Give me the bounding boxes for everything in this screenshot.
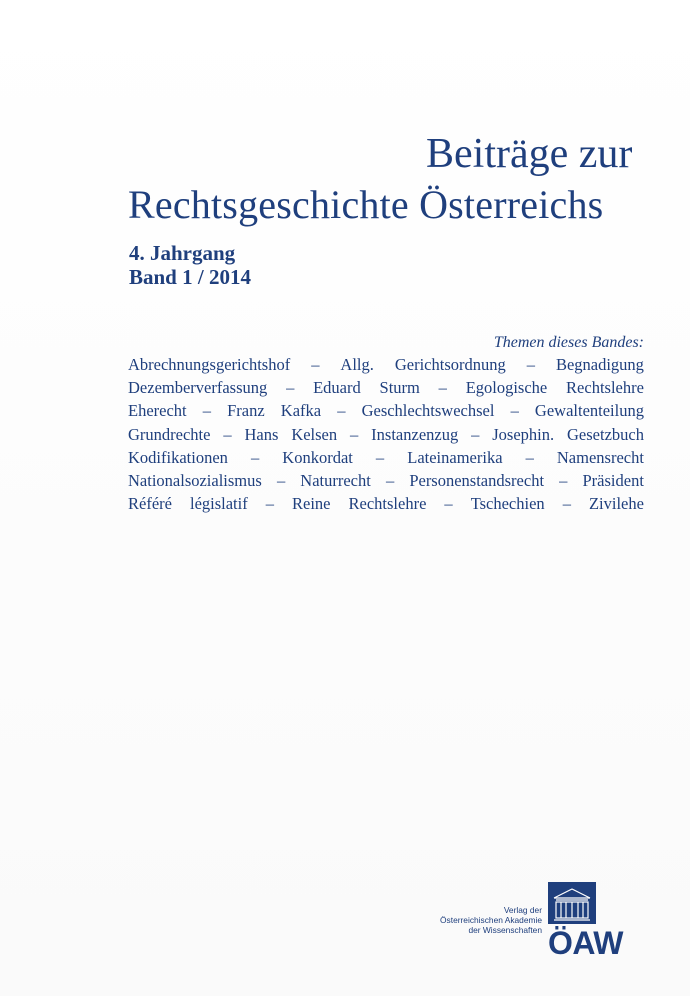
theme-line [128,446,644,469]
theme-term: Rechtslehre [566,378,644,398]
theme-separator: – [202,401,211,421]
publisher-name [416,905,542,935]
oeaw-logo: ÖAW [548,925,623,961]
theme-separator: – [276,470,286,490]
theme-line [128,376,644,399]
cover-title [128,133,648,225]
theme-term: Gewaltenteilung [534,401,644,421]
theme-separator: – [311,355,320,374]
theme-separator: – [562,494,571,514]
theme-term: Nationalsozialismus [128,470,262,490]
publisher-line-3: der Wissenschaften [468,925,542,935]
theme-separator: – [286,378,295,398]
publisher-line-2: Österreichischen Akademie [440,915,542,925]
title-line-1: Beiträge zur [426,131,633,177]
theme-term: Personenstandsrecht [409,470,545,490]
theme-term: Kafka [280,401,322,421]
theme-separator: – [471,424,480,444]
theme-term: Präsident [582,470,644,490]
theme-separator: – [350,424,359,444]
title-line-2: Rechtsgeschichte Österreichs [128,182,604,227]
theme-separator: – [375,447,385,467]
theme-term: Zivilehe [588,494,644,514]
theme-separator: – [385,470,395,490]
theme-term: Lateinamerika [407,447,503,467]
theme-term: Namensrecht [556,447,644,467]
themes-heading: Themen dieses Bandes: [493,334,644,351]
theme-separator: – [559,470,568,490]
theme-term: Franz [227,401,265,421]
theme-term: Geschlechtswechsel [361,401,495,421]
theme-term: Reine [292,494,331,514]
theme-term: Référé [128,494,172,514]
theme-term: législatif [189,494,248,514]
theme-separator: – [438,378,447,398]
theme-line [128,399,644,422]
theme-term: Rechtslehre [348,494,427,514]
theme-term: Gerichtsordnung [394,355,506,374]
theme-term: Hans [244,424,279,444]
themes-list [128,353,644,515]
theme-term: Kodifikationen [128,447,228,467]
theme-separator: – [525,447,534,467]
theme-term: Eduard [313,378,361,398]
publisher-line-1: Verlag der [503,905,542,915]
theme-term: Allg. [340,355,374,374]
theme-separator: – [250,447,260,467]
band-number: Band 1 / 2014 [129,265,251,289]
theme-term: Dezemberverfassung [128,378,268,398]
volume-year: 4. Jahrgang [129,241,236,265]
theme-term: Begnadigung [555,355,644,374]
theme-separator: – [510,401,519,421]
volume-info [129,241,251,289]
theme-separator: – [444,494,453,514]
theme-line [128,423,644,446]
theme-term: Tschechien [470,494,545,514]
theme-term: Abrechnungsgerichtshof [128,355,291,374]
theme-separator: – [526,355,535,374]
theme-term: Josephin. [492,424,555,444]
theme-term: Egologische [465,378,548,398]
theme-separator: – [223,424,232,444]
theme-separator: – [265,494,274,514]
theme-term: Kelsen [291,424,338,444]
theme-line [128,492,644,515]
theme-line [128,353,644,376]
theme-term: Sturm [379,378,420,398]
theme-term: Naturrecht [300,470,371,490]
theme-term: Instanzenzug [371,424,459,444]
theme-separator: – [337,401,346,421]
building-icon [548,882,596,924]
theme-term: Konkordat [282,447,353,467]
theme-term: Grundrechte [128,424,211,444]
theme-line [128,469,644,492]
theme-term: Gesetzbuch [567,424,644,444]
theme-term: Eherecht [128,401,187,421]
